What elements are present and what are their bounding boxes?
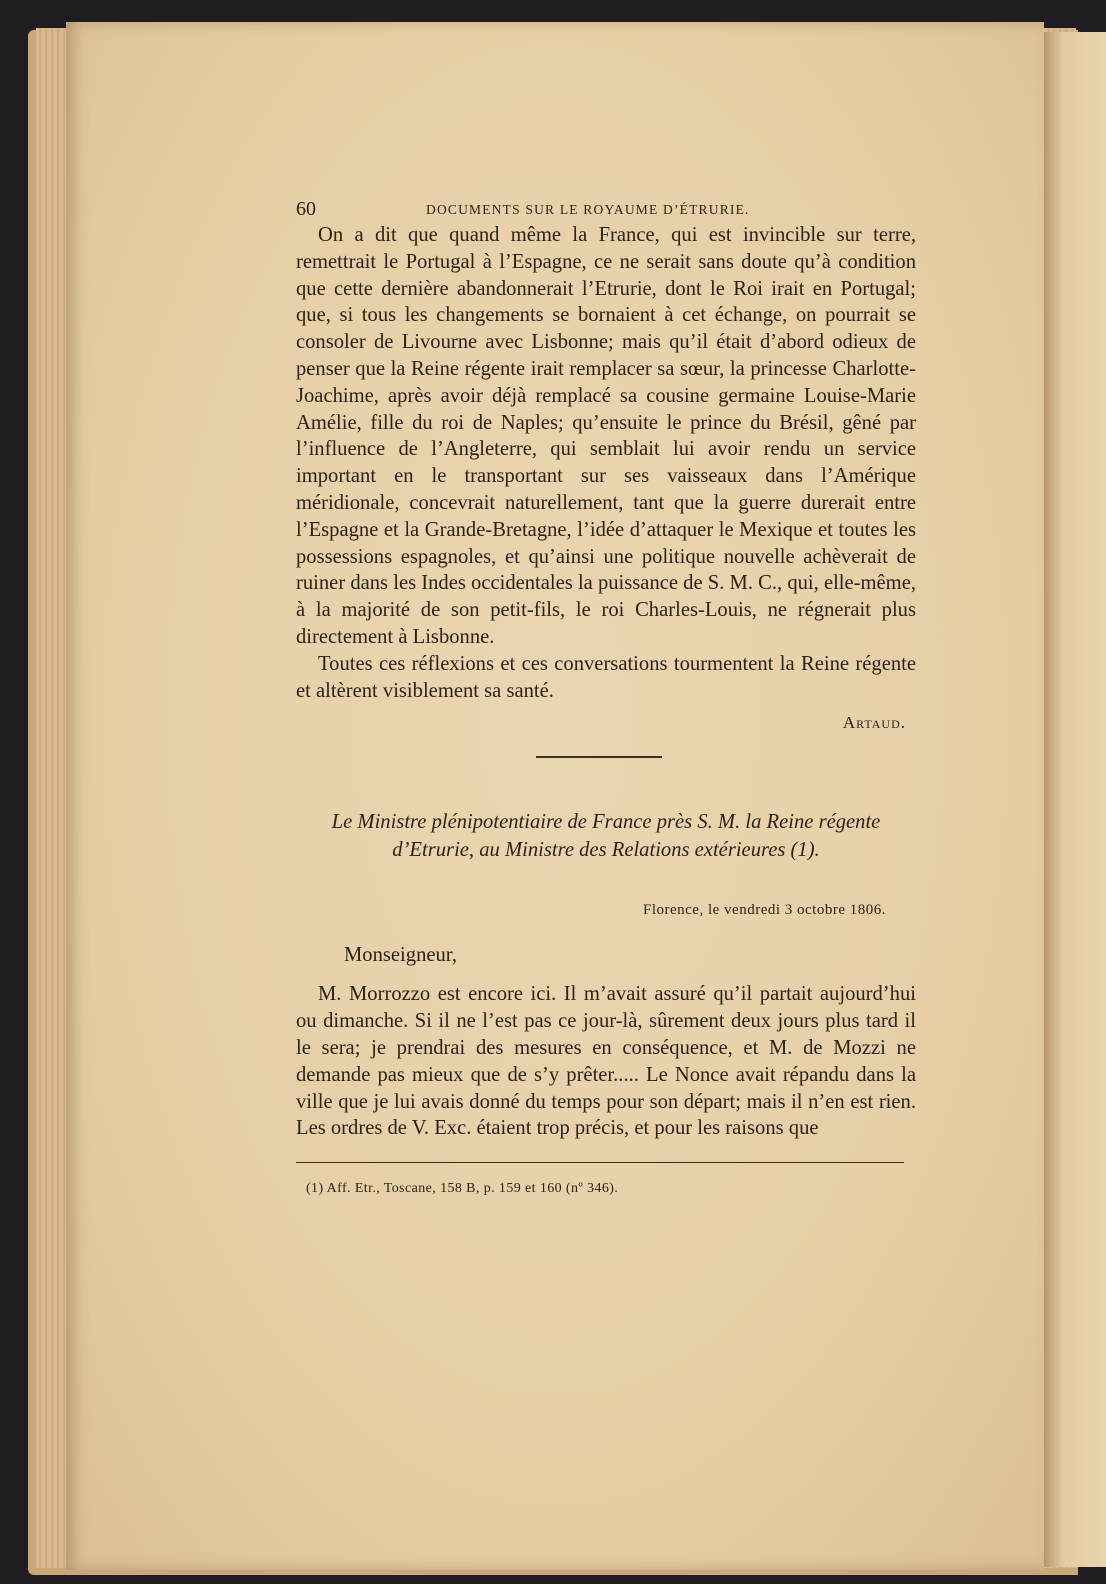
- text-block: [296, 192, 916, 1197]
- letter-dateline: Florence, le vendredi 3 octobre 1806.: [642, 902, 886, 919]
- facing-page-edge: [1042, 32, 1106, 1567]
- footnote-rule: [296, 1162, 904, 1163]
- letter-title: Le Ministre plénipotentiaire de France près S. M. la Reine régente d’Etrurie, au Ministre des Relations extérieures (1).: [331, 811, 881, 862]
- footnote: (1) Aff. Etr., Toscane, 158 B, p. 159 et 160 (nº 346).: [306, 1181, 619, 1197]
- letter-salutation: Monseigneur,: [344, 944, 457, 967]
- body-paragraph-1: On a dit que quand même la France, qui est invincible sur terre, remettrait le Portugal à l’Espagne, ce ne serait sans doute qu’à condition que cette dernière abandonnerait l’Etrurie, dont le Roi irait en Portugal; que, si tous les changements se bornaient à cet échange, on pourrait se consoler de Livourne avec Lisbonne; mais qu’il était d’abord odieux de penser que la Reine régente irait remplacer sa sœur, la princesse Charlotte-Joachime, après avoir déjà remplacé sa cousine germaine Louise-Marie Amélie, fille du roi de Naples; qu’ensuite le prince du Brésil, gêné par l’influence de l’Angleterre, qui semblait lui avoir rendu un service important en le transportant sur ses vaisseaux dans l’Amérique méridionale, concevrait naturellement, tant que la guerre durerait entre l’Espagne et la Grande-Bretagne, l’idée d’attaquer le Mexique et toutes les possessions espagnoles, et qu’ainsi une politique nouvelle achèverait de ruiner dans les Indes occidentales la puissance de S. M. C., qui, elle-même, à la majorité de son petit-fils, le roi Charles-Louis, ne régnerait plus directement à Lisbonne.: [296, 224, 916, 648]
- running-title: DOCUMENTS SUR LE ROYAUME D’ÉTRURIE.: [426, 202, 750, 217]
- page-number: 60: [296, 198, 316, 220]
- book-page: [66, 22, 1044, 1570]
- body-paragraph-2: Toutes ces réflexions et ces conversations tourmentent la Reine régente et altèrent visiblement sa santé.: [296, 652, 916, 702]
- section-separator: [536, 756, 662, 758]
- running-head: [296, 192, 916, 222]
- signature: Artaud.: [842, 713, 906, 733]
- letter-paragraph: M. Morrozzo est encore ici. Il m’avait assuré qu’il partait aujourd’hui ou dimanche. Si il ne l’est pas ce jour-là, sûrement deux jours plus tard il le sera; je prendrai des mesures en conséquence, et M. de Mozzi ne demande pas mieux que de s’y prêter..... Le Nonce avait répandu dans la ville que je lui avais donné du temps pour son départ; mais il n’en est rien. Les ordres de V. Exc. étaient trop précis, et pour les raisons que: [296, 983, 916, 1140]
